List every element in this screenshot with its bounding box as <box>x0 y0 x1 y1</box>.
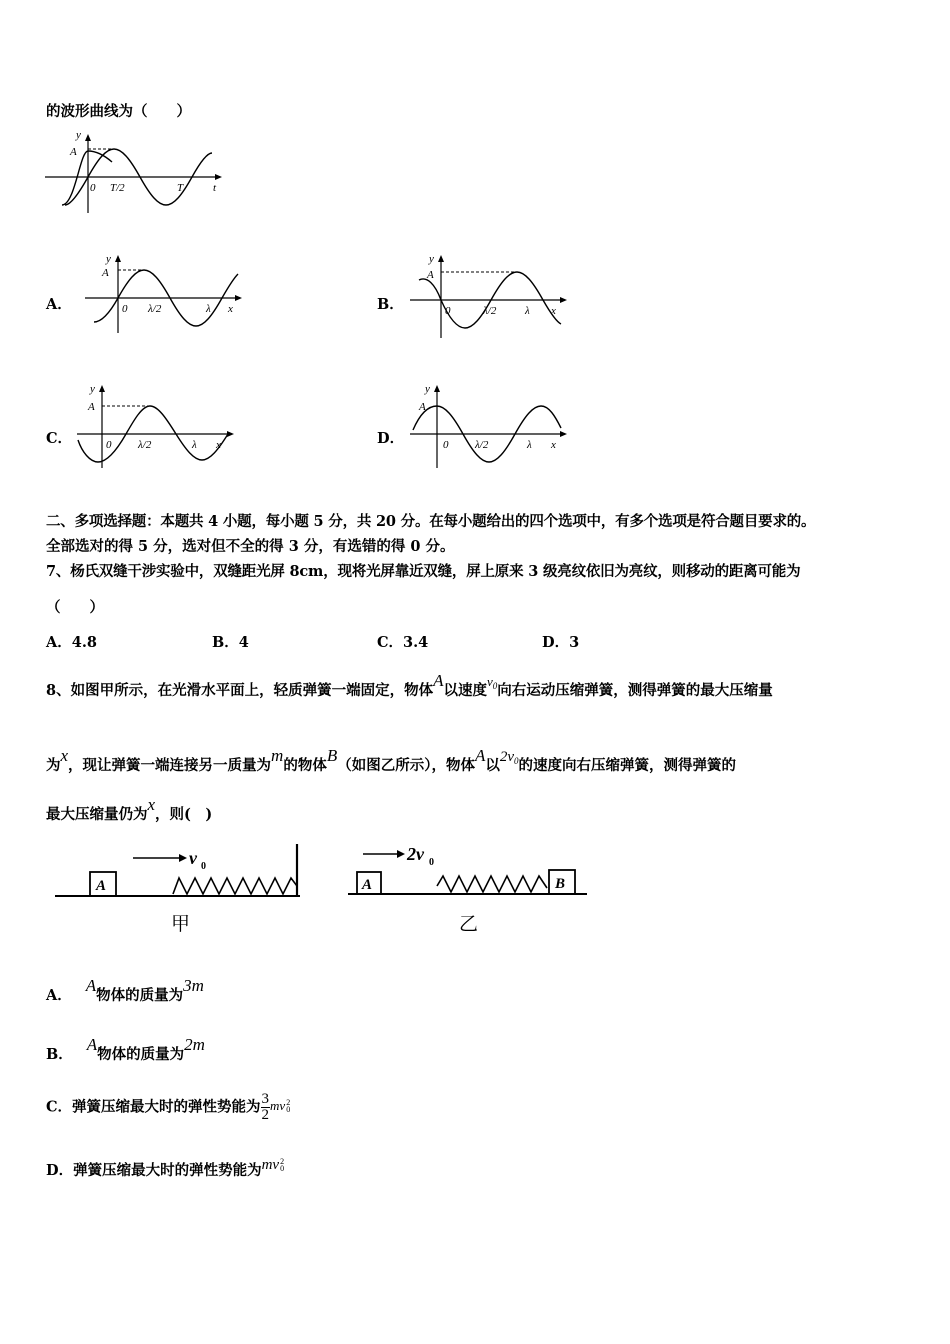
q6-option-d-graph[interactable] <box>405 378 575 470</box>
svg-text:0: 0 <box>443 439 449 451</box>
svg-text:A: A <box>96 878 107 894</box>
svg-text:λ/2: λ/2 <box>483 305 497 317</box>
svg-text:y: y <box>90 383 95 395</box>
q7-option-a[interactable]: A．4.8 <box>46 634 97 651</box>
svg-text:v: v <box>189 848 197 868</box>
svg-text:0: 0 <box>429 857 434 868</box>
spring <box>173 878 297 894</box>
q6-option-b-label: B． <box>377 296 404 313</box>
svg-text:λ: λ <box>525 305 530 317</box>
svg-text:λ: λ <box>206 303 211 315</box>
q6-option-d-label: D． <box>377 430 405 447</box>
svg-text:A: A <box>88 401 95 413</box>
svg-text:λ/2: λ/2 <box>138 439 152 451</box>
graph-axis-label: t <box>213 182 217 194</box>
svg-text:λ/2: λ/2 <box>475 439 489 451</box>
graph-origin-label: 0 <box>90 182 96 194</box>
q6-option-c-graph[interactable] <box>72 378 242 470</box>
q7-option-c[interactable]: C．3.4 <box>377 634 429 651</box>
svg-text:A: A <box>102 267 109 279</box>
q7-option-d[interactable]: D．3 <box>542 634 580 651</box>
svg-text:甲: 甲 <box>171 914 191 935</box>
q6-option-a-graph[interactable] <box>80 250 250 335</box>
figure-jia <box>55 842 310 937</box>
svg-text:x: x <box>228 303 233 315</box>
svg-text:y: y <box>106 253 111 265</box>
svg-text:0: 0 <box>201 861 206 872</box>
graph-half-label: T/2 <box>110 182 125 194</box>
svg-text:x: x <box>216 439 221 451</box>
q6-option-c-label: C． <box>46 430 73 447</box>
q7-option-b[interactable]: B．4 <box>212 634 249 651</box>
q8-option-a[interactable]: A．A物体的质量为3m <box>46 976 204 1004</box>
svg-text:2v: 2v <box>407 844 424 864</box>
svg-text:A: A <box>362 877 373 893</box>
graph-period-label: T <box>177 182 184 194</box>
svg-text:乙: 乙 <box>459 914 479 935</box>
svg-text:x: x <box>551 439 556 451</box>
svg-text:y: y <box>425 383 430 395</box>
q6-option-a-label: A． <box>46 296 72 313</box>
svg-text:y: y <box>429 253 434 265</box>
svg-text:λ: λ <box>192 439 197 451</box>
graph-amp-label: A <box>70 146 77 158</box>
question-8-line-2: 为x，现让弹簧一端连接另一质量为m的物体B（如图乙所示），物体A以$2v_0$的速度向右压缩弹簧，测得弹簧的 <box>46 746 737 774</box>
vibration-graph <box>40 125 230 215</box>
section-2-rules: 全部选对的得 5 分，选对但不全的得 3 分，有选错的得 0 分。 <box>46 538 455 555</box>
spring <box>437 876 547 892</box>
svg-text:0: 0 <box>445 305 451 317</box>
svg-text:λ/2: λ/2 <box>148 303 162 315</box>
svg-text:B: B <box>555 876 566 892</box>
graph-y-label: y <box>76 129 81 141</box>
svg-text:λ: λ <box>527 439 532 451</box>
svg-text:0: 0 <box>106 439 112 451</box>
q8-option-d[interactable]: D．弹簧压缩最大时的弹性势能为mv 2 0 <box>46 1157 285 1179</box>
q8-option-c[interactable]: C．弹簧压缩最大时的弹性势能为 $\frac{3}{2}$ mv 2 0 <box>46 1091 291 1123</box>
question-7-stem: 7、杨氏双缝干涉实验中，双缝距光屏 8cm，现将光屏靠近双缝，屏上原来 3 级亮纹依旧为亮纹，则移动的距离可能为 <box>46 563 801 580</box>
svg-text:x: x <box>551 305 556 317</box>
question-8-line-1: 8、如图甲所示，在光滑水平面上，轻质弹簧一端固定，物体A以速度$v_0$向右运动压缩弹簧，测得弹簧的最大压缩量 <box>46 671 773 699</box>
figure-yi <box>345 842 595 937</box>
question-7-paren: （ ） <box>46 599 104 616</box>
question-6-tail: 的波形曲线为（ ） <box>46 103 191 120</box>
svg-text:A: A <box>427 269 434 281</box>
svg-text:A: A <box>419 401 426 413</box>
q6-option-b-graph[interactable] <box>405 250 575 340</box>
question-8-line-3: 最大压缩量仍为x，则( ) <box>46 795 213 823</box>
q8-option-b[interactable]: B．A物体的质量为2m <box>46 1035 205 1063</box>
section-2-header: 二、多项选择题：本题共 4 小题，每小题 5 分，共 20 分。在每小题给出的四个选项中，有多个选项是符合题目要求的。 <box>46 513 816 530</box>
svg-text:0: 0 <box>122 303 128 315</box>
